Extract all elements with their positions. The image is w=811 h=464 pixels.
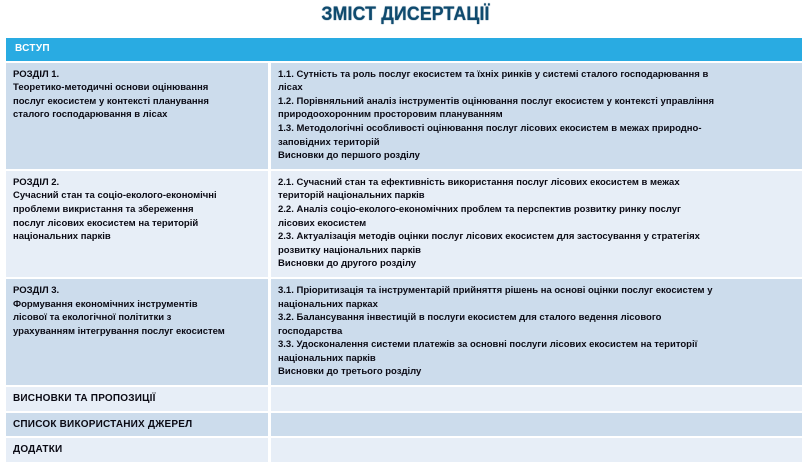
conclusions-label: ВИСНОВКИ ТА ПРОПОЗИЦІЇ bbox=[6, 387, 271, 413]
section-line: національних парках bbox=[278, 298, 378, 310]
chapter-2-title-cell bbox=[6, 171, 271, 279]
table-of-contents bbox=[6, 38, 802, 464]
table-row-intro bbox=[6, 38, 802, 63]
section-line: територій національних парків bbox=[278, 190, 425, 202]
appendices-empty-cell bbox=[271, 438, 802, 464]
section-line: лісових екосистем bbox=[278, 217, 367, 229]
intro-banner-label: ВСТУП bbox=[6, 38, 802, 63]
references-label: СПИСОК ВИКОРИСТАНИХ ДЖЕРЕЛ bbox=[6, 413, 271, 439]
chapter-3-line: лісової та екологічної політитки з bbox=[13, 312, 172, 324]
chapter-2-sections-cell bbox=[271, 171, 802, 279]
section-line: 2.2. Аналіз соціо-еколого-економічних проблем та перспектив розвитку ринку послуг bbox=[278, 203, 682, 215]
chapter-1-line: Теоретико-методичні основи оцінювання bbox=[13, 82, 209, 94]
section-line: 2.1. Сучасний стан та ефективність використання послуг лісових екосистем в межах bbox=[278, 176, 680, 188]
conclusions-empty-cell bbox=[271, 387, 802, 413]
chapter-1-title-cell bbox=[6, 63, 271, 171]
chapter-1-line: послуг екосистем у контексті планування bbox=[13, 95, 209, 107]
section-line: розвитку національних парків bbox=[278, 244, 421, 256]
chapter-3-title-cell bbox=[6, 279, 271, 387]
section-line: лісах bbox=[278, 82, 303, 94]
chapter-2-line: РОЗДІЛ 2. bbox=[13, 176, 60, 188]
chapter-3-line: РОЗДІЛ 3. bbox=[13, 284, 60, 296]
section-line: 1.1. Сутність та роль послуг екосистем та їхніх ринків у системі сталого господарювання в bbox=[278, 68, 709, 80]
section-line: Висновки до третього розділу bbox=[278, 366, 422, 378]
chapter-2-line: національних парків bbox=[13, 231, 111, 243]
chapter-3-sections-cell bbox=[271, 279, 802, 387]
table-row bbox=[6, 438, 802, 464]
chapter-1-line: РОЗДІЛ 1. bbox=[13, 68, 60, 80]
chapter-3-line: Формування економічних інструментів bbox=[13, 298, 198, 310]
section-line: 1.3. Методологічні особливості оцінювання послуг лісових екосистем в межах природно- bbox=[278, 122, 702, 134]
table-row bbox=[6, 63, 802, 171]
table-row bbox=[6, 387, 802, 413]
table-row bbox=[6, 279, 802, 387]
chapter-3-line: урахуванням інтегрування послуг екосистем bbox=[13, 325, 225, 337]
section-line: 1.2. Порівняльний аналіз інструментів оцінювання послуг екосистем у контексті управління bbox=[278, 95, 715, 107]
section-line: Висновки до другого розділу bbox=[278, 258, 417, 270]
chapter-2-line: послуг лісових екосистем на територій bbox=[13, 217, 199, 229]
table-row bbox=[6, 413, 802, 439]
chapter-2-line: Сучасний стан та соціо-еколого-економічні bbox=[13, 190, 217, 202]
chapter-1-line: сталого господарювання в лісах bbox=[13, 109, 168, 121]
table-row bbox=[6, 171, 802, 279]
section-line: 3.2. Балансування інвестицій в послуги екосистем для сталого ведення лісового bbox=[278, 312, 662, 324]
page-title: ЗМІСТ ДИСЕРТАЦІЇ bbox=[321, 4, 490, 25]
appendices-label: ДОДАТКИ bbox=[6, 438, 271, 464]
chapter-1-sections-cell bbox=[271, 63, 802, 171]
chapter-2-line: проблеми викристання та збереження bbox=[13, 203, 194, 215]
section-line: 3.1. Пріоритизація та інструментарій прийняття рішень на основі оцінки послуг екосистем у bbox=[278, 284, 713, 296]
section-line: заповідних територій bbox=[278, 136, 380, 148]
section-line: 2.3. Актуалізація методів оцінки послуг лісових екосистем для застосування у стратегіях bbox=[278, 231, 700, 243]
references-empty-cell bbox=[271, 413, 802, 439]
section-line: Висновки до першого розділу bbox=[278, 150, 420, 162]
section-line: національних парків bbox=[278, 352, 376, 364]
section-line: господарства bbox=[278, 325, 343, 337]
section-line: природоохоронним просторовим плануванням bbox=[278, 109, 503, 121]
section-line: 3.3. Удосконалення системи платежів за основні послуги лісових екосистем на території bbox=[278, 339, 698, 351]
